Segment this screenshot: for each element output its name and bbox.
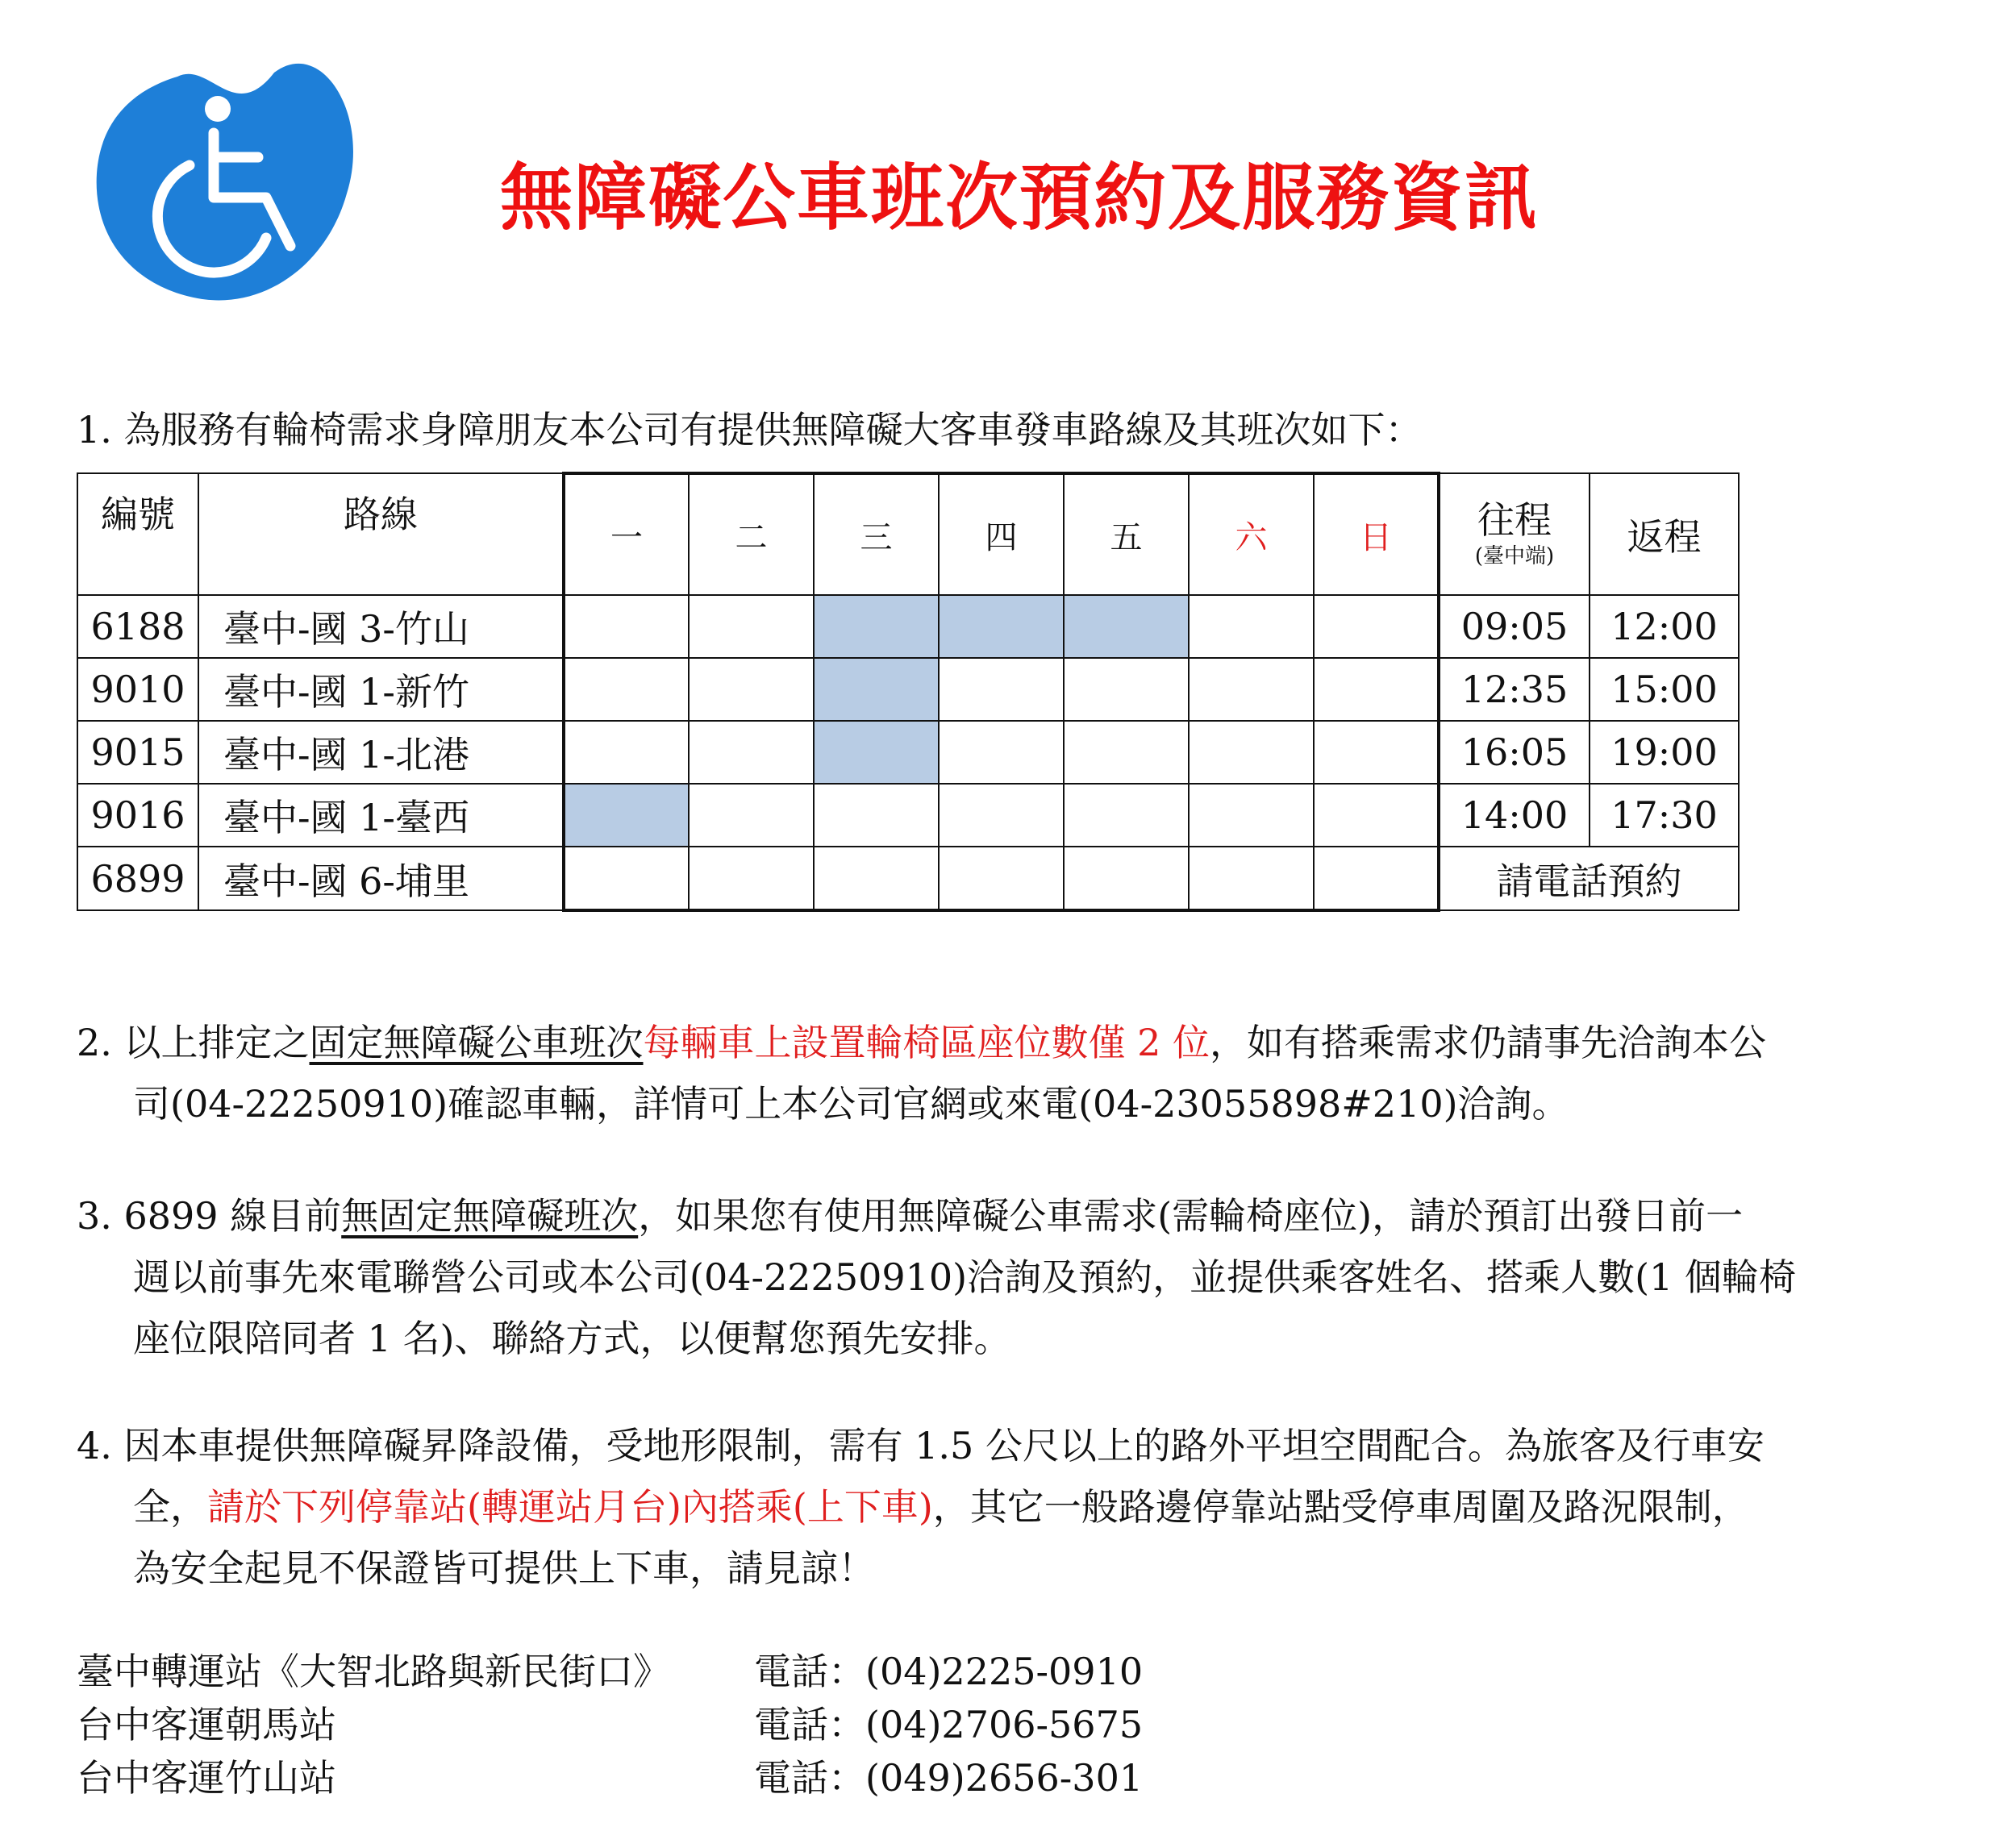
day-cell xyxy=(689,847,814,910)
day-cell-active xyxy=(1064,595,1189,658)
underlined-text: 無固定無障礙班次 xyxy=(341,1194,639,1238)
return-time: 19:00 xyxy=(1590,721,1739,784)
day-cell xyxy=(564,721,689,784)
text-span: 3. 6899 線目前 xyxy=(77,1194,342,1238)
section-4 xyxy=(77,1415,1765,1599)
section-1-intro: 1. 為服務有輪椅需求身障朋友本公司有提供無障礙大客車發車路線及其班次如下： xyxy=(77,408,1423,452)
station-name: 台中客運朝馬站 xyxy=(77,1703,336,1746)
outbound-time: 09:05 xyxy=(1439,595,1590,658)
table-row xyxy=(77,847,1739,910)
section-3 xyxy=(77,1185,1796,1369)
phone-reservation-note: 請電話預約 xyxy=(1439,847,1739,910)
header-number: 編號 xyxy=(77,473,198,595)
accessibility-logo xyxy=(93,52,359,310)
section-3-line-1 xyxy=(77,1185,1796,1247)
day-cell xyxy=(1314,595,1439,658)
text-span: 2. 以上排定之 xyxy=(77,1021,310,1064)
day-cell xyxy=(1189,658,1314,721)
route-name: 臺中-國 1-新竹 xyxy=(198,658,564,721)
day-cell-active xyxy=(814,595,939,658)
day-cell xyxy=(1314,784,1439,847)
header-day: 三 xyxy=(814,473,939,595)
section-3-line-2: 週以前事先來電聯營公司或本公司(04-22250910)洽詢及預約，並提供乘客姓名、搭乘人數(1 個輪椅 xyxy=(133,1255,1796,1299)
outbound-time: 16:05 xyxy=(1439,721,1590,784)
return-time: 15:00 xyxy=(1590,658,1739,721)
underlined-text: 固定無障礙公車班次 xyxy=(309,1021,644,1064)
day-cell-active xyxy=(814,721,939,784)
day-cell xyxy=(689,595,814,658)
schedule-table xyxy=(77,472,1740,912)
text-span: ，如有搭乘需求仍請事先洽詢本公 xyxy=(1210,1021,1767,1064)
section-4-line-1: 4. 因本車提供無障礙昇降設備，受地形限制，需有 1.5 公尺以上的路外平坦空間配合。為旅客及行車安 xyxy=(77,1424,1765,1467)
day-cell xyxy=(689,721,814,784)
day-cell xyxy=(1189,847,1314,910)
route-number: 6188 xyxy=(77,595,198,658)
header-outbound xyxy=(1439,473,1590,595)
day-cell xyxy=(564,847,689,910)
day-cell xyxy=(1064,784,1189,847)
route-number: 6899 xyxy=(77,847,198,910)
day-cell xyxy=(1064,658,1189,721)
header-day: 五 xyxy=(1064,473,1189,595)
route-number: 9016 xyxy=(77,784,198,847)
day-cell-active xyxy=(939,595,1064,658)
text-span: 全， xyxy=(133,1485,207,1529)
day-cell xyxy=(689,784,814,847)
section-4-line-3: 為安全起見不保證皆可提供上下車，請見諒！ xyxy=(133,1546,875,1590)
day-cell xyxy=(1189,784,1314,847)
section-2-line-1 xyxy=(77,1012,1766,1073)
return-time: 17:30 xyxy=(1590,784,1739,847)
day-cell xyxy=(939,847,1064,910)
day-cell xyxy=(939,721,1064,784)
route-number: 9010 xyxy=(77,658,198,721)
header-day-saturday: 六 xyxy=(1189,473,1314,595)
route-name: 臺中-國 1-北港 xyxy=(198,721,564,784)
header-route: 路線 xyxy=(198,473,564,595)
day-cell xyxy=(1064,721,1189,784)
day-cell xyxy=(564,595,689,658)
section-4-line-2 xyxy=(77,1476,1765,1538)
text-span: ，如果您有使用無障礙公車需求(需輪椅座位)，請於預訂出發日前一 xyxy=(638,1194,1744,1238)
station-phone: 電話：(049)2656-301 xyxy=(754,1756,1144,1800)
table-row xyxy=(77,595,1739,658)
header-day: 四 xyxy=(939,473,1064,595)
station-name: 台中客運竹山站 xyxy=(77,1756,336,1800)
day-cell xyxy=(814,847,939,910)
station-phone: 電話：(04)2225-0910 xyxy=(754,1650,1144,1693)
day-cell xyxy=(564,658,689,721)
section-2 xyxy=(77,1012,1766,1134)
day-cell xyxy=(1314,847,1439,910)
station-phone: 電話：(04)2706-5675 xyxy=(754,1703,1144,1746)
return-time: 12:00 xyxy=(1590,595,1739,658)
section-3-line-3: 座位限陪同者 1 名)、聯絡方式，以便幫您預先安排。 xyxy=(133,1317,1011,1360)
header-return: 返程 xyxy=(1590,473,1739,595)
table-header-row xyxy=(77,473,1739,595)
route-name: 臺中-國 1-臺西 xyxy=(198,784,564,847)
day-cell xyxy=(939,784,1064,847)
outbound-time: 12:35 xyxy=(1439,658,1590,721)
day-cell xyxy=(814,784,939,847)
outbound-time: 14:00 xyxy=(1439,784,1590,847)
day-cell xyxy=(939,658,1064,721)
table-row xyxy=(77,784,1739,847)
route-name: 臺中-國 6-埔里 xyxy=(198,847,564,910)
table-row xyxy=(77,658,1739,721)
route-name: 臺中-國 3-竹山 xyxy=(198,595,564,658)
header-outbound-note: (臺中端) xyxy=(1474,543,1555,568)
day-cell xyxy=(689,658,814,721)
table-row xyxy=(77,721,1739,784)
day-cell xyxy=(1314,658,1439,721)
page-title: 無障礙公車班次預約及服務資訊 xyxy=(500,156,1539,240)
header-outbound-label: 往程 xyxy=(1477,497,1552,542)
day-cell xyxy=(1189,595,1314,658)
station-name: 臺中轉運站《大智北路與新民街口》 xyxy=(77,1650,670,1693)
header-day-sunday: 日 xyxy=(1314,473,1439,595)
highlight-text: 請於下列停靠站(轉運站月台)內搭乘(上下車) xyxy=(207,1485,933,1529)
day-cell xyxy=(1189,721,1314,784)
header-day: 一 xyxy=(564,473,689,595)
section-2-line-2: 司(04-22250910)確認車輛，詳情可上本公司官網或來電(04-23055898#210)洽詢。 xyxy=(133,1082,1569,1126)
highlight-text: 每輛車上設置輪椅區座位數僅 2 位 xyxy=(643,1021,1210,1064)
day-cell-active xyxy=(564,784,689,847)
day-cell xyxy=(1314,721,1439,784)
day-cell-active xyxy=(814,658,939,721)
day-cell xyxy=(1064,847,1189,910)
route-number: 9015 xyxy=(77,721,198,784)
text-span: ，其它一般路邊停靠站點受停車周圍及路況限制， xyxy=(932,1485,1749,1529)
header-day: 二 xyxy=(689,473,814,595)
